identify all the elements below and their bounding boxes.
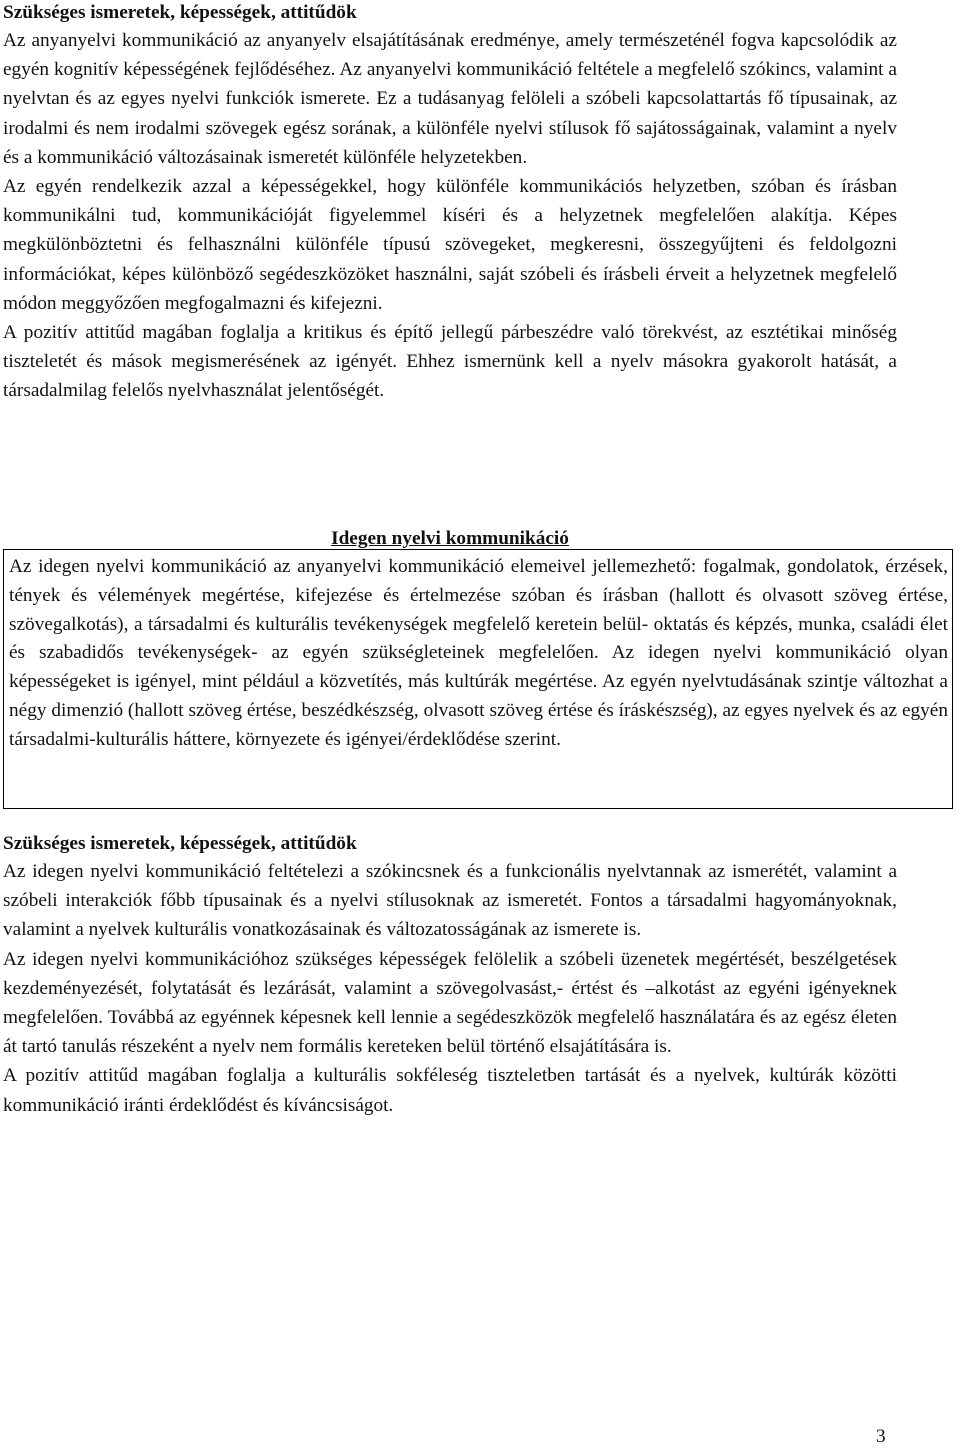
section-1-paragraph-2: Az egyén rendelkezik azzal a képességekkel, hogy különféle kommunikációs helyzetben, szóban és írásban kommunikálni tud, kommunikációját figyelemmel kíséri és a helyzetnek megfelelően alakítja. Képes megkülönböztetni és felhasználni különféle típusú szövegeket, megkeresni, összegyűjteni és feldolgozni információkat, képes különböző segédeszközöket használni, saját szóbeli és írásbeli érveit a helyzetnek megfelelő módon meggyőzően megfogalmazni és kifejezni. xyxy=(3,176,897,314)
section-2 xyxy=(3,831,897,1120)
section-2-paragraph-3: A pozitív attitűd magában foglalja a kulturális sokféleség tiszteletben tartását és a nyelvek, kultúrák közötti kommunikáció iránti érdeklődést és kíváncsiságot. xyxy=(3,1065,897,1116)
section-1-paragraph-1: Az anyanyelvi kommunikáció az anyanyelv elsajátításának eredménye, amely természeténél fogva kapcsolódik az egyén kognitív képességének fejlődéséhez. Az anyanyelvi kommunikáció feltétele a megfelelő szókincs, valamint a nyelvtan és az egyes nyelvi funkciók ismerete. Ez a tudásanyag felöleli a szóbeli kapcsolattartás fő típusainak, az irodalmi és nem irodalmi szövegek egész sorának, a különféle nyelvi stílusok fő sajátosságainak, valamint a nyelv és a kommunikáció változásainak ismeretét különféle helyzetekben. xyxy=(3,30,897,168)
foreign-language-title: Idegen nyelvi kommunikáció xyxy=(331,528,569,550)
section-1-heading: Szükséges ismeretek, képességek, attitűdök xyxy=(3,2,357,23)
section-2-paragraph-2: Az idegen nyelvi kommunikációhoz szükséges képességek felölelik a szóbeli üzenetek megértését, beszélgetések kezdeményezését, folytatását és lezárását, valamint a szövegolvasást,- értést és –alkotást az egyéni igényeknek megfelelően. Továbbá az egyénnek képesnek kell lennie a segédeszközök megfelelő használatára és az egész életen át tartó tanulás részeként a nyelv nem formális kereteken belül történő elsajátítására is. xyxy=(3,948,897,1058)
section-1-paragraph-3: A pozitív attitűd magában foglalja a kritikus és építő jellegű párbeszédre való törekvést, az esztétikai minőség tiszteletét és mások megismerésének az igényét. Ehhez ismernünk kell a nyelv másokra gyakorolt hatását, a társadalmilag felelős nyelvhasználat jelentőségét. xyxy=(3,322,897,402)
section-2-paragraph-1: Az idegen nyelvi kommunikáció feltételezi a szókincsnek és a funkcionális nyelvtannak az ismerétét, valamint a szóbeli interakciók főbb típusainak és a nyelvi stílusoknak az ismeretét. Fontos a társadalmi hagyományoknak, valamint a nyelvek kulturális vonatkozásainak és változatosságának az ismerete is. xyxy=(3,861,897,941)
page-number: 3 xyxy=(876,1426,886,1447)
section-2-heading: Szükséges ismeretek, képességek, attitűdök xyxy=(3,833,357,854)
section-1 xyxy=(3,0,897,406)
foreign-language-definition-box: Az idegen nyelvi kommunikáció az anyanyelvi kommunikáció elemeivel jellemezhető: fogalmak, gondolatok, érzések, tények és vélemények megértése, kifejezése és értelmezése szóban és írásban (hallott és olvasott szöveg értése, szövegalkotás), a társadalmi és kulturális tevékenységek megfelelő keretein belül- oktatás és képzés, munka, családi élet és szabadidős tevékenységek- az egyén szükségleteinek megfelelően. Az idegen nyelvi kommunikáció olyan képességeket is igényel, mint például a közvetítés, más kultúrák megértése. Az egyén nyelvtudásának szintje változhat a négy dimenzió (hallott szöveg értése, beszédkészség, olvasott szöveg értése és íráskészség), az egyes nyelvek és az egyén társadalmi-kulturális háttere, környezete és igényei/érdeklődése szerint. xyxy=(3,549,953,809)
